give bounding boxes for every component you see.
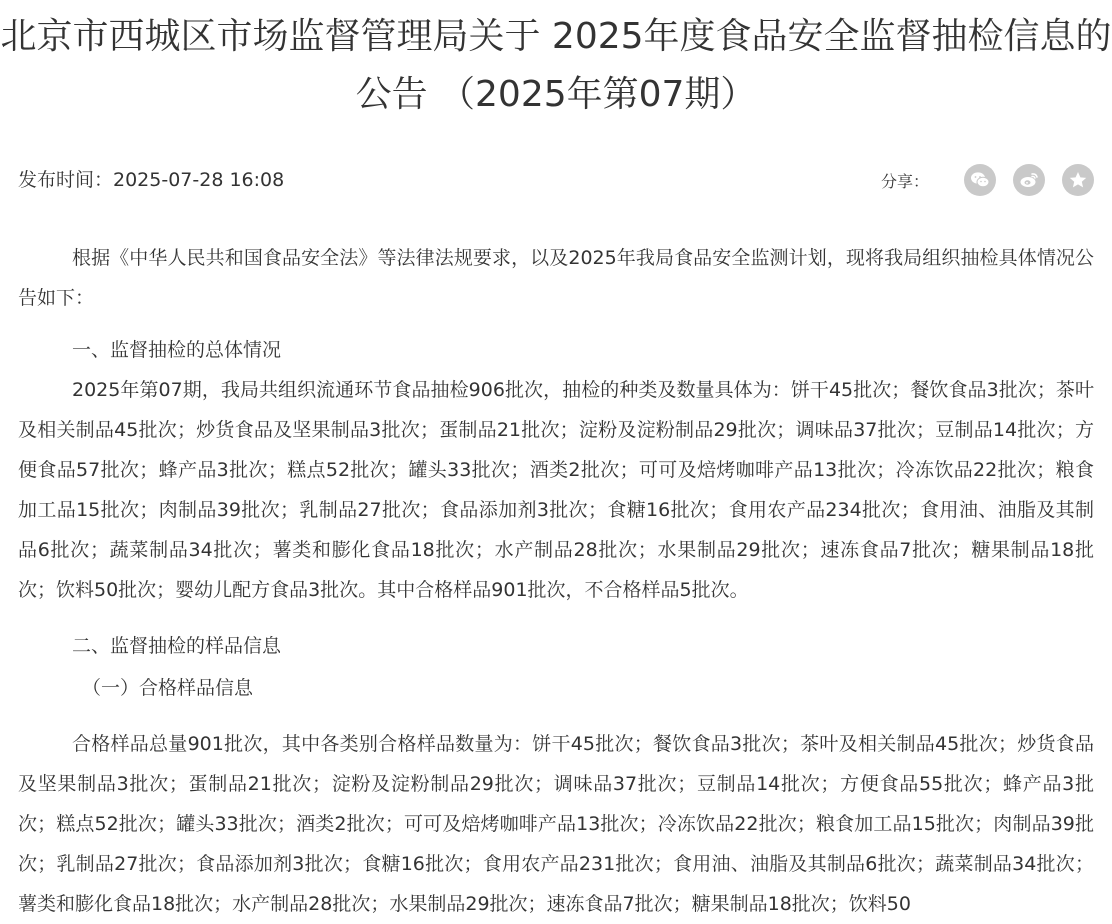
article-title-line-2: 公告 （2025年第07期） bbox=[355, 74, 757, 115]
share-bar bbox=[881, 164, 1094, 196]
article-title bbox=[0, 8, 1112, 124]
favorite-star-icon[interactable] bbox=[1062, 164, 1094, 196]
share-label: 分享： bbox=[880, 171, 929, 191]
section-2-subheading: （一）合格样品信息 bbox=[82, 677, 254, 699]
publish-time: 发布时间：2025-07-28 16:08 bbox=[18, 169, 285, 191]
section-1-paragraph: 2025年第07期，我局共组织流通环节食品抽检906批次，抽检的种类及数量具体为：饼干45批次；餐饮食品3批次；茶叶及相关制品45批次；炒货食品及坚果制品3批次；蛋制品21批次；淀粉及淀粉制品29批次；调味品37批次；豆制品14批次；方便食品57批次；蜂产品3批次；糕点52批次；罐头33批次；酒类2批次；可可及焙烤咖啡产品13批次；冷冻饮品22批次；粮食加工品15批次；肉制品39批次；乳制品27批次；食品添加剂3批次；食糖16批次；食用农产品234批次；食用油、油脂及其制品6批次；蔬菜制品34批次；薯类和膨化食品18批次；水产制品28批次；水果制品29批次；速冻食品7批次；糖果制品18批次；饮料50批次；婴幼儿配方食品3批次。其中合格样品901批次，不合格样品5批次。 bbox=[18, 379, 1094, 601]
weibo-icon[interactable] bbox=[1013, 164, 1045, 196]
section-1-heading: 一、监督抽检的总体情况 bbox=[72, 339, 282, 361]
intro-paragraph: 根据《中华人民共和国食品安全法》等法律法规要求，以及2025年我局食品安全监测计划，现将我局组织抽检具体情况公告如下： bbox=[18, 247, 1094, 309]
section-2-heading: 二、监督抽检的样品信息 bbox=[72, 635, 282, 657]
article-title-line-1: 北京市西城区市场监督管理局关于 2025年度食品安全监督抽检信息的 bbox=[0, 16, 1112, 57]
article-meta-bar bbox=[18, 166, 1094, 198]
section-2-paragraph: 合格样品总量901批次，其中各类别合格样品数量为：饼干45批次；餐饮食品3批次；茶叶及相关制品45批次；炒货食品及坚果制品3批次；蛋制品21批次；淀粉及淀粉制品29批次；调味品37批次；豆制品14批次；方便食品55批次；蜂产品3批次；糕点52批次；罐头33批次；酒类2批次；可可及焙烤咖啡产品13批次；冷冻饮品22批次；粮食加工品15批次；肉制品39批次；乳制品27批次；食品添加剂3批次；食糖16批次；食用农产品231批次；食用油、油脂及其制品6批次；蔬菜制品34批次；薯类和膨化食品18批次；水产制品28批次；水果制品29批次；速冻食品7批次；糖果制品18批次；饮料50 bbox=[18, 733, 1094, 915]
wechat-icon[interactable] bbox=[964, 164, 996, 196]
article-body bbox=[18, 238, 1094, 924]
